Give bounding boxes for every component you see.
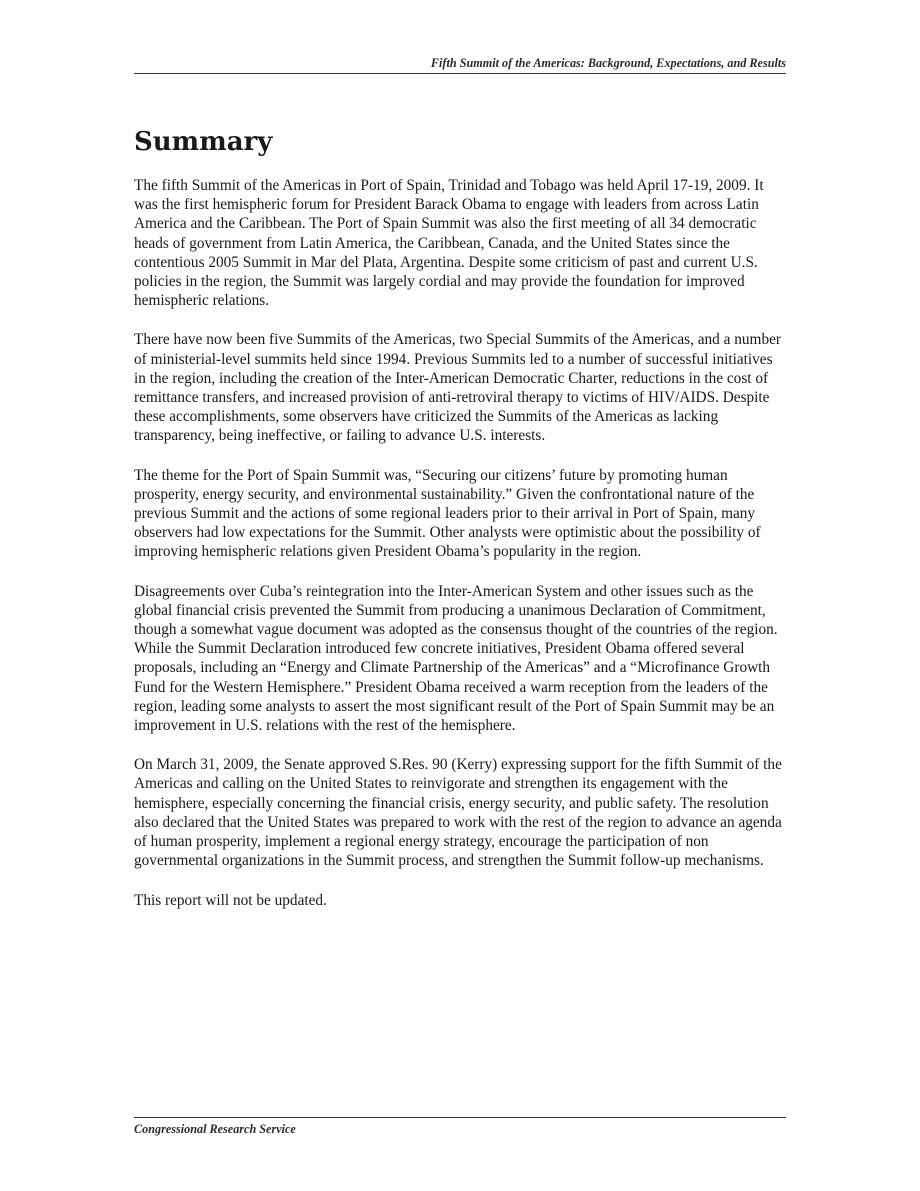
header-divider (134, 73, 786, 74)
running-footer: Congressional Research Service (134, 1122, 296, 1136)
paragraph-1: The fifth Summit of the Americas in Port of Spain, Trinidad and Tobago was held April 17-19, 2009. It was the first hemispheric forum for President Barack Obama to engage with leaders from across Latin America and the Caribbean. The Port of Spain Summit was also the first meeting of all 34 democratic heads of government from Latin America, the Caribbean, Canada, and the United States since the contentious 2005 Summit in Mar del Plata, Argentina. Despite some criticism of past and current U.S. policies in the region, the Summit was largely cordial and may provide the foundation for improved hemispheric relations. (134, 177, 764, 310)
paragraph-6: This report will not be updated. (134, 891, 327, 909)
summary-body (134, 176, 788, 930)
page-title: Summary (134, 127, 273, 157)
paragraph-2: There have now been five Summits of the Americas, two Special Summits of the Americas, and a number of ministerial-level summits held since 1994. Previous Summits led to a number of successful initiatives in the region, including the creation of the Inter-American Democratic Charter, reductions in the cost of remittance transfers, and increased provision of anti-retroviral therapy to victims of HIV/AIDS. Despite these accomplishments, some observers have criticized the Summits of the Americas as lacking transparency, being ineffective, or failing to advance U.S. interests. (134, 331, 781, 445)
running-header: Fifth Summit of the Americas: Background, Expectations, and Results (430, 56, 786, 70)
paragraph-3: The theme for the Port of Spain Summit was, “Securing our citizens’ future by promoting human prosperity, energy security, and environmental sustainability.” Given the confrontational nature of the previous Summit and the actions of some regional leaders prior to their arrival in Port of Spain, many observers had low expectations for the Summit. Other analysts were optimistic about the possibility of improving hemispheric relations given President Obama’s popularity in the region. (134, 466, 761, 561)
footer-divider (134, 1117, 786, 1118)
paragraph-5: On March 31, 2009, the Senate approved S.Res. 90 (Kerry) expressing support for the fifth Summit of the Americas and calling on the United States to reinvigorate and strengthen its engagement with the hemisphere, especially concerning the financial crisis, energy security, and public safety. The resolution also declared that the United States was prepared to work with the rest of the region to advance an agenda of human prosperity, implement a regional energy strategy, encourage the participation of non governmental organizations in the Summit process, and strengthen the Summit follow-up mechanisms. (134, 756, 782, 870)
paragraph-4: Disagreements over Cuba’s reintegration into the Inter-American System and other issues such as the global financial crisis prevented the Summit from producing a unanimous Declaration of Commitment, though a somewhat vague document was adopted as the consensus thought of the countries of the region. While the Summit Declaration introduced few concrete initiatives, President Obama offered several proposals, including an “Energy and Climate Partnership of the Americas” and a “Microfinance Growth Fund for the Western Hemisphere.” President Obama received a warm reception from the leaders of the region, leading some analysts to assert the most significant result of the Port of Spain Summit may be an improvement in U.S. relations with the rest of the hemisphere. (134, 582, 778, 735)
